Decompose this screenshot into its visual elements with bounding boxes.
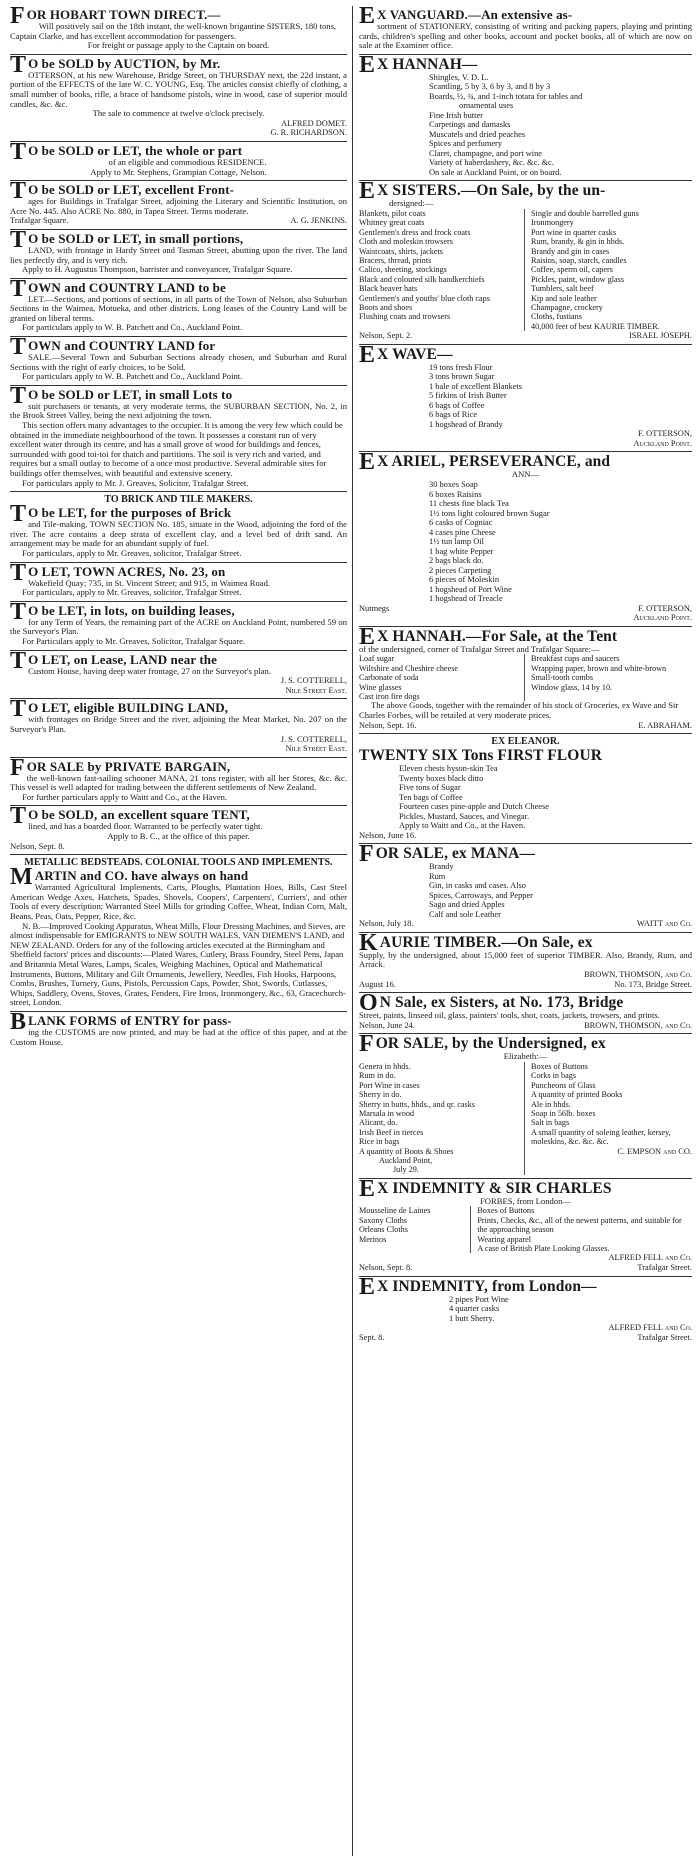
list-item: 1 hogshead of Treacle [429,594,503,604]
drop-cap: T [10,275,27,302]
list-item: Blankets, pilot coats [359,208,426,218]
ad-body: The above Goods, together with the remainder of his stock of Groceries, ex Wave and Sir Charles Forbes, will be retailed at very moderate prices. [359,700,679,720]
ad-town-acres [10,559,347,601]
signature: E. ABRAHAM. [638,720,692,730]
ad-heading: AURIE TIMBER.—On Sale, ex [379,933,593,951]
ad-heading: LANK FORMS of ENTRY for pass- [28,1012,232,1028]
drop-cap: T [10,803,27,830]
ad-ex-eleanor [359,733,692,843]
list-item: Loaf sugar [359,654,395,664]
item-list [359,480,692,604]
list-item: 40,000 feet of best KAURIE TIMBER. [531,321,660,331]
list-item: Black beaver hats [359,284,418,294]
ad-subheading: TO BRICK AND TILE MAKERS. [104,494,253,506]
list-item: Bracers, thread, prints [359,255,432,265]
ad-heading: X ARIEL, PERSEVERANCE, and [377,453,611,471]
list-item: Waistcoats, shirts, jackets [359,246,443,256]
ad-hobart-town [10,6,347,54]
list-item: Brandy and gin in cases [531,246,610,256]
drop-cap: T [10,501,27,528]
ad-body: ages for Buildings in Trafalgar Street, adjoining the Literary and Scientific Institution, on Acre No. 445. Also ACRE No. 880, in Tapea Street. Terms moderate. [10,196,347,216]
list-item: Mousseline de Laines [359,1206,431,1216]
ad-ex-indemnity-london [359,1273,692,1346]
ad-body: Supply, by the undersigned, about 15,000 feet of superior TIMBER. Also, Brandy, Rum, and Arrack. [359,949,692,970]
list-item: Ale in hhds. [531,1099,571,1109]
list-item: Sago and dried Apples [429,900,505,910]
ad-subheading: METALLIC BEDSTEADS. COLONIAL TOOLS AND IMPLEMENTS. [24,857,333,869]
list-item: Small-tooth combs [531,673,594,683]
list-item: Sherry in butts, hhds., and qr. casks [359,1099,475,1109]
ad-ex-hannah [359,51,692,181]
ad-brick-tile [10,491,347,561]
list-item: Merinos [359,1234,387,1244]
list-item: 1½ tons light coloured brown Sugar [429,508,550,518]
ad-heading: TWENTY SIX Tons FIRST FLOUR [359,747,603,765]
signature: Nile Street East. [285,685,347,695]
ad-heading: O be LET, in lots, on building leases, [28,602,235,618]
ad-heading: X WAVE— [377,345,453,363]
list-item: Alicant, do. [359,1118,398,1128]
ad-heading: O LET, on Lease, LAND near the [28,651,217,667]
drop-cap: T [10,559,27,586]
signature: J. S. COTTERELL, [280,676,347,686]
signature: G. R. RICHARDSON. [270,128,347,138]
list-item: ornamental uses [459,101,514,111]
ad-ex-sisters [359,180,692,343]
list-item: 1 hogshead of Port Wine [429,584,512,594]
two-column-list [359,209,692,331]
list-item: Port Wine in cases [359,1080,420,1090]
ad-heading: O be SOLD or LET, in small Lots to [28,386,233,402]
drop-cap: T [10,51,27,78]
drop-cap: F [359,841,374,868]
ad-body: OTTERSON, at his new Warehouse, Bridge Street, on THURSDAY next, the 22d instant, a portion of the EFFECTS of the late W. C. YOUNG, Esq. The articles consist chiefly of clothing, a small number of books, rifle, a brace of handsome pistols, wine in wood, case of superior mould candles, &c. &c. [10,69,347,109]
ad-body: for any Term of Years, the remaining part of the ACRE on Auckland Point, numbered 59 on the Surveyor's Plan. [10,616,347,637]
signature: F. OTTERSON, [637,603,692,613]
list-item: Marsala in wood [359,1109,415,1118]
list-item: Variety of haberdashery, &c. &c. &c. [429,158,554,168]
ad-body: of the undersigned, corner of Trafalgar Street and Trafalgar Square:— [359,643,600,654]
list-item: 6 bags of Coffee [429,400,485,410]
list-item: Carpetings and damasks [429,120,511,130]
signature: J. S. COTTERELL, [280,734,347,744]
list-item: Champagne, crockery [531,302,603,312]
ad-body: This section offers many advantages to the occupier. It is among the very few which could be obtained in the immediate neighbourhood of the town. It possesses a constant run of very excellent water through its centre, and has a small grove of wood for buildings and fences, surrounded with good toi-toi for thatch and partitions. The soil is very rich and varied, and requires but a small outlay to become of a once most productive. Several admirable sites for buildings offer themselves, with beautiful and extensive scenery. [10,420,343,478]
ad-heading: O be SOLD by AUCTION, by Mr. [28,55,221,71]
ad-martin-co [10,854,347,1011]
list-item: On sale at Auckland Point, or on board. [429,167,562,177]
ad-building-land [10,698,347,756]
ad-date: Nelson, June 24. [359,1020,415,1030]
ad-body: Apply to H. Augustus Thompson, barrister and conveyancer, Trafalgar Square. [22,264,293,275]
list-item: 3 tons brown Sugar [429,372,495,382]
list-item: Wine glasses [359,682,402,692]
ad-body: For Particulars apply to Mr. Greaves, Solicitor, Trafalgar Square. [22,635,246,646]
drop-cap: O [359,990,378,1017]
ad-location: Trafalgar Square. [10,216,69,226]
ad-blank-forms [10,1008,347,1050]
list-item: 4 cases pine Cheese [429,527,496,537]
ad-body: lined, and has a boarded floor. Warranted to be perfectly water tight. [28,821,263,832]
ad-body: Apply to Mr. Stephens, Grampian Cottage, Nelson. [90,166,267,177]
list-item: Wiltshire and Cheshire cheese [359,663,459,673]
ad-body: Will positively sail on the 18th instant, the well-known brigantine SISTERS, 180 tons, Captain Clarke, and has excellent accommodation for passengers. [10,21,337,41]
list-item: A quantity of Boots & Shoes [359,1146,454,1156]
ad-address: Trafalgar Street. [637,1263,692,1273]
ad-body: For particulars apply to Mr. J. Greaves, Solicitor, Trafalgar Street. [22,477,249,488]
list-item: 2 pipes Port Wine [449,1294,509,1304]
list-item: Saxony Cloths [359,1215,407,1225]
list-item: A small quantity of soleing leather, kersey, moleskins, &c. &c. &c. [531,1127,671,1147]
ad-tent [10,805,347,854]
list-item: Sherry in do. [359,1090,402,1100]
ad-kaurie-timber [359,929,692,992]
ad-date: Nelson, Sept. 2. [359,331,413,341]
ad-body: suit purchasers or tenants, at very moderate terms, the SUBURBAN SECTION, No. 2, in the Brook Street Valley, being the next adjoining the town. [10,400,347,421]
ad-date: Nelson, July 18. [359,919,414,929]
item-list [359,73,692,178]
ad-body: and Tile-making, TOWN SECTION No. 185, situate in the Wood, adjoining the ford of the river. The acre contains a deep strata of excellent clay, and a level bed of drift sand. An arrangement may be made for an abundant supply of fuel. [10,519,347,549]
ad-address: No. 173, Bridge Street. [614,979,692,989]
list-item: 1½ tun lamp Oil [429,537,484,547]
list-item: Claret, champagne, and port wine [429,148,543,158]
list-item: 6 boxes Raisins [429,489,482,499]
drop-cap: E [359,623,376,650]
drop-cap: T [10,382,27,409]
ad-body: the well-known fast-sailing schooner MANA, 21 tons register, with all her Stores, &c. &c. This vessel is well adapted for trading between the different settlements of New Zealand. [10,772,347,793]
list-item: Brandy [429,862,454,872]
left-column [10,6,347,1856]
ad-heading: N Sale, ex Sisters, at No. 173, Bridge [379,994,624,1012]
list-item: Kip and sole leather [531,293,597,303]
list-item: Cast iron fire dogs [359,691,420,701]
list-item: Fourteen cases pine-apple and Dutch Cheese [399,802,549,812]
list-item: Gin, in casks and cases. Also [429,881,526,891]
ad-date: Nelson, Sept. 16. [359,720,417,730]
list-item: Fine Irish butter [429,110,483,120]
list-item: 1 hogshead of Brandy [429,419,503,429]
ad-subheading: ANN— [511,469,540,480]
list-item: Eleven chests hyson-skin Tea [399,764,498,774]
list-item: Spices, Carroways, and Pepper [429,890,533,900]
ad-date: Nelson, Sept. 8. [359,1263,413,1273]
list-item: 2 pieces Carpeting [429,565,492,575]
ad-body: For particulars, apply to Mr. Greaves, solicitor, Trafalgar Street. [22,587,242,598]
list-item: Boxes of Buttons [531,1061,588,1071]
drop-cap: T [10,334,27,361]
ad-heading: X VANGUARD.—An extensive as- [377,7,573,22]
ad-body: Custom House, having deep water frontage, 27 on the Surveyor's plan. [28,665,271,676]
ad-date: Sept. 8. [359,1332,385,1342]
list-item: Rice in bags [359,1137,400,1147]
ad-body: ing the CUSTOMS are now printed, and may be had at the office of this paper, and at the Custom House. [10,1026,347,1047]
ad-body: SALE.—Several Town and Suburban Sections already chosen, and Suburban and Rural Sections with the right of early choices, to be Sold. [10,352,347,372]
ad-body: of an eligible and commodious RESIDENCE. [108,156,267,167]
ad-heading: O be LET, for the purposes of Brick [28,505,232,521]
list-item: 19 tons fresh Flour [429,362,493,372]
ad-town-country-let [10,275,347,336]
ad-heading: O be SOLD or LET, excellent Front- [28,182,235,198]
ad-subheading: FORBES, from London— [480,1195,571,1206]
list-item: Nutmegs [359,603,390,613]
list-item: 1 bag white Pepper [429,546,494,556]
signature: F. OTTERSON, [637,429,692,439]
list-item: 6 bags of Rice [429,410,478,420]
ad-ex-ariel [359,451,692,625]
ad-ex-wave [359,341,692,452]
ad-body: LAND, with frontage in Hardy Street and Tasman Street, abutting upon the river. The land lies perfectly dry, and is very rich. [10,244,347,265]
drop-cap: E [359,1273,376,1300]
list-item: Scantling, 5 by 3, 6 by 3, and 8 by 3 [429,82,551,92]
list-item: Boxes of Buttons [477,1206,535,1216]
drop-cap: M [10,864,33,891]
list-item: A quantity of printed Books [531,1090,623,1100]
list-item: Salt in bags [531,1118,570,1128]
list-item: 2 bags black do. [429,556,484,566]
ad-heading: OWN and COUNTRY LAND to be [28,279,226,295]
ad-date: August 16. [359,979,396,989]
list-item: Irish Beef in tierces [359,1127,424,1137]
list-item: Orleans Cloths [359,1225,408,1235]
drop-cap: F [10,6,25,29]
list-item: Rum in do. [359,1071,396,1081]
ad-body: For freight or passage apply to the Captain on board. [87,40,270,51]
signature: ISRAEL JOSEPH. [629,331,692,341]
drop-cap: E [359,178,376,205]
list-item: Boots and shoes [359,302,413,312]
ad-heading: OR HOBART TOWN DIRECT.— [26,7,221,22]
ad-body: Warranted Agricultural Implements, Carts, Ploughs, Plantation Hoes, Bills, Cast Steel American Wedge Axes, Hatchets, Spades, Shovels, Coopers', Carpenters', Curriers', and other Tools of every description; Warranted Steel Mills for grinding Coffee, Wheat, Indian Corn, Malt, Beans, Peas, Oats, Pepper, Rice, &c. [10,882,347,922]
list-item: Ten bags of Coffee [399,792,463,802]
drop-cap: F [10,754,25,781]
list-item: 30 boxes Soap [429,480,478,490]
list-item: 4 quarter casks [449,1304,500,1314]
list-item: Pickles, paint, window glass [531,274,625,284]
list-item: A case of British Plate Looking Glasses. [477,1244,610,1254]
ad-heading: O LET, TOWN ACRES, No. 23, on [28,563,226,579]
drop-cap: E [359,1175,376,1202]
list-item: Cloths, fustians [531,312,582,322]
list-item: Calf and sole Leather [429,909,501,919]
ad-schooner-mana [10,754,347,806]
list-item: Apply to Waitt and Co., at the Haven. [399,821,526,831]
ad-body: Nelson, Sept. 8. [10,840,65,851]
list-item: Boards, ½, ¾, and 1-inch totara for tables and [429,91,583,101]
list-item: 11 chests fine black Tea [429,499,509,509]
list-item: Ironmongery [531,218,574,228]
drop-cap: E [359,6,376,29]
ad-auction [10,51,347,141]
list-item: 1 butt Sherry. [449,1313,495,1323]
ad-heading: ARTIN and CO. have always on hand [34,868,249,884]
ad-lease-land [10,647,347,699]
list-item: 1 bale of excellent Blankets [429,381,523,391]
signature: Nile Street East. [285,744,347,754]
right-column [359,6,692,1856]
list-item: 6 pieces of Moleskin [429,575,500,585]
ad-body: Apply to B. C., at the office of this paper. [107,831,250,842]
signature: BROWN, THOMSON, and Co. [584,1020,692,1030]
ad-heading: OR SALE by PRIVATE BARGAIN, [26,758,231,774]
list-item: Pickles, Mustard, Sauces, and Vinegar. [399,811,530,821]
list-item: Coffee, sperm oil, capers [531,265,613,275]
ad-body: The sale to commence at twelve o'clock precisely. [92,108,265,119]
list-item: Muscatels and dried peaches [429,129,526,139]
list-item: Calico, sheeting, stockings [359,265,447,275]
list-item: Prints, Checks, &c., all of the newest patterns, and suitable for the approaching season [477,1215,682,1235]
ad-body: For particulars, apply to Mr. Greaves, solicitor, Trafalgar Street. [22,547,242,558]
drop-cap: T [10,696,27,723]
drop-cap: T [10,138,27,165]
drop-cap: T [10,226,27,253]
ad-frontages [10,180,347,229]
list-item: Wrapping paper, brown and white-brown [531,663,667,673]
ad-body: For further particulars apply to Waitt and Co., at the Haven. [22,791,228,802]
ad-heading: X INDEMNITY, from London— [377,1277,597,1295]
list-item: Flushing coats and trowsers [359,312,451,322]
two-column-list [359,1206,692,1253]
ad-ex-hannah-tent [359,623,692,733]
ad-ex-mana [359,843,692,932]
ad-body: Wakefield Quay; 735, in St. Vincent Street; and 915, in Waimea Road. [28,577,271,588]
ad-heading: OR SALE, by the Undersigned, ex [375,1035,606,1053]
ad-subheading: Elizabeth:— [503,1051,548,1062]
ad-heading: X HANNAH— [377,55,478,73]
list-item: 6 casks of Cogniac [429,518,493,528]
ad-heading: OR SALE, ex MANA— [375,845,536,863]
signature: A. G. JENKINS. [290,216,347,226]
list-item: Spices and perfumery [429,139,503,149]
ad-heading: X SISTERS.—On Sale, by the un- [377,182,606,200]
list-item: Black and coloured silk handkerchiefs [359,274,485,284]
list-item: Breakfast cups and saucers [531,654,620,664]
drop-cap: E [359,341,376,368]
ad-body: Street, paints, linseed oil, glass, painters' tools, shot, coats, jackets, trowsers, and prints. [359,1010,660,1021]
ad-heading: X HANNAH.—For Sale, at the Tent [377,627,618,645]
ad-residence [10,138,347,180]
ad-subheading: dersigned:— [389,198,434,209]
drop-cap: E [359,51,376,78]
drop-cap: T [10,178,27,205]
list-item: Soap in 56lb. boxes [531,1109,596,1118]
ad-heading: OWN and COUNTRY LAND for [28,338,216,354]
list-item: Tumblers, salt beef [531,284,594,294]
ad-for-sale-elizabeth [359,1033,692,1177]
list-item: Five tons of Sugar [399,783,461,793]
drop-cap: E [359,449,376,476]
ad-date: Nelson, June 16. [359,829,417,840]
list-item: Carbonate of soda [359,673,419,683]
ad-body: with frontages on Bridge Street and the river, adjoining the Meat Market, No. 207 on the Surveyor's Plan. [10,714,347,734]
ad-heading: O LET, eligible BUILDING LAND, [28,700,229,716]
ad-body: sortment of STATIONERY, consisting of writing and packing papers, playing and printing cards, children's spelling and other books, account and pocket books, all of which are now on sale at the Examiner office. [359,21,692,51]
item-list [359,862,692,919]
signature: WAITT and Co. [636,919,692,929]
drop-cap: K [359,929,378,956]
list-item: July 29. [393,1165,419,1175]
ad-building-leases [10,598,347,650]
ad-subheading: EX ELEANOR. [491,736,560,748]
list-item: Rum, brandy, & gin in hhds. [531,237,625,247]
signature: Auckland Point. [633,438,692,448]
ad-suburban-section [10,382,347,491]
list-item: Raisins, soap, starch, candles [531,255,627,265]
ad-body: N. B.—Improved Cooking Apparatus, Wheat Mills, Flour Dressing Machines, and Sieves, are almost indispensable for EMIGRANTS to NEW SOUTH WALES, VAN DIEMEN'S LAND, and NEW ZEALAND. Orders for any of the following articles executed at the Birmingham and Sheffield factors' prices and discounts:—Plated Wares, Cutlery, Brass Foundry, Steel Pens, Japan and Britannia Metal Wares, Lamps, Scales, Weighing Machines, Optical and Mathematical Instruments, Buttons, Military and Gilt Ornaments, Jewellery, Needles, Fish Hooks, Harpoons, Combs, Brushes, Turnery, Guns, Pistols, Percussion Caps, Powder, Shot, Swords, Cutlasses, Whips, Saddlery, Ovens, Stoves, Grates, Fenders, Fire Irons, Ironmongery, &c., 63, Gracechurch-street, London. [10,920,346,1008]
two-column-list [359,1062,692,1175]
signature: ALFRED DOMET. [281,118,347,128]
ad-small-portions [10,226,347,278]
drop-cap: T [10,598,27,625]
list-item: Port wine in quarter casks [531,227,617,237]
list-item: Window glass, 14 by 10. [531,682,613,692]
signature: C. EMPSON and CO. [617,1146,692,1156]
ad-ex-indemnity-forbes [359,1175,692,1276]
list-item: Genera in hhds. [359,1061,411,1071]
list-item: Cloth and moleskin trowsers [359,237,453,247]
list-item: 5 firkins of Irish Butter [429,391,507,401]
list-item: Corks in bags [531,1071,577,1081]
list-item: Single and double barrelled guns [531,208,639,218]
ad-town-country-sale [10,336,347,385]
ad-on-sale-sisters [359,992,692,1033]
list-item: Whitney great coats [359,218,425,228]
drop-cap: B [10,1008,27,1035]
signature: BROWN, THOMSON, and Co. [584,970,692,979]
ad-body: LET.—Sections, and portions of sections, in all parts of the Town of Nelson, also Suburban Sections in the Waimea, Motueka, and other districts. Long leases of the Country Land will be granted on liberal terms. [10,293,347,323]
ad-body: For particulars apply to W. B. Patchett and Co., Auckland Point. [22,371,243,382]
list-item: Gentlemen's and youths' blue cloth caps [359,293,490,303]
item-list [359,764,692,831]
ad-heading: O be SOLD or LET, the whole or part [28,142,243,158]
signature: ALFRED FELL and Co. [608,1323,692,1333]
item-list [359,1295,692,1324]
list-item: Rum [429,871,446,881]
signature: ALFRED FELL and Co. [608,1253,692,1263]
list-item: Shingles, V. D. L. [429,72,489,82]
drop-cap: F [359,1031,374,1058]
list-item: Wearing apparel [477,1234,531,1244]
column-divider [352,6,353,1856]
ad-heading: O be SOLD or LET, in small portions, [28,230,244,246]
ad-heading: O be SOLD, an excellent square TENT, [28,807,250,823]
ad-heading: X INDEMNITY & SIR CHARLES [377,1179,612,1197]
item-list [359,363,692,430]
list-item: Twenty boxes black ditto [399,773,484,783]
ad-address: Trafalgar Street. [637,1332,692,1342]
list-item: Gentlemen's dress and frock coats [359,227,471,237]
two-column-list [359,654,692,701]
ad-body: For particulars apply to W. B. Patchett and Co., Auckland Point. [22,322,243,333]
signature: Auckland Point. [633,613,692,623]
list-item: Auckland Point, [379,1156,433,1166]
list-item: Puncheons of Glass [531,1080,596,1090]
drop-cap: T [10,647,27,674]
ad-ex-vanguard [359,6,692,54]
